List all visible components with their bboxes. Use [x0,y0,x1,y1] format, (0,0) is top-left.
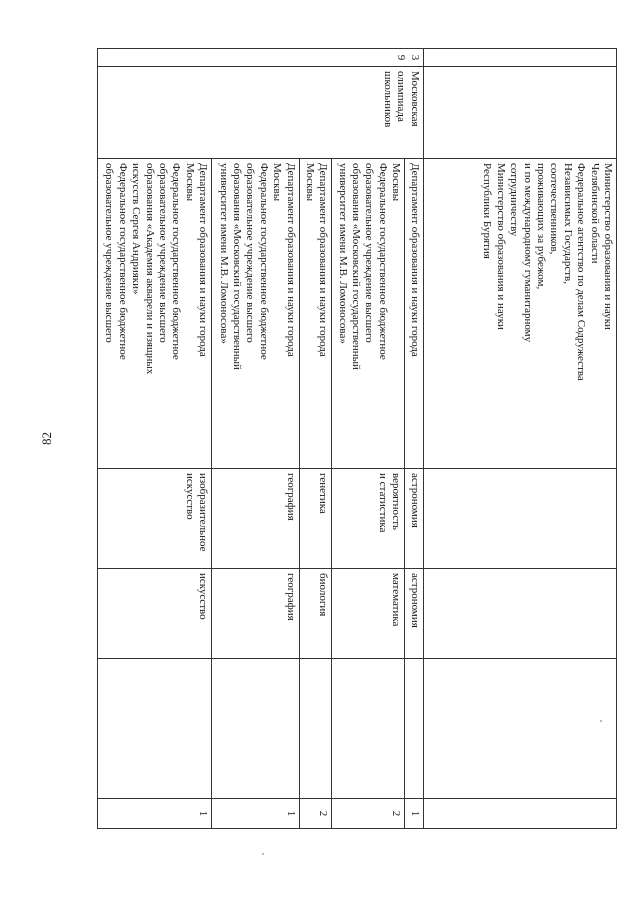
cell-organizers [405,159,424,469]
profile-line: изобразительное [197,473,210,552]
organizer-line: Министерство образования и науки [602,163,614,330]
cell-organizers [98,159,212,469]
cell-subject-empty [423,569,616,659]
organizer-line: Департамент образования и науки города [408,163,421,357]
cell-profile [331,469,404,569]
organizer-line: образовательное учреждение высшего [244,163,257,343]
cell-level: 2 [331,799,404,829]
cell-subject [299,569,331,659]
cell-number-empty [423,49,616,67]
page-number: 82 [39,432,54,445]
profile-line: астрономия [408,473,421,528]
cell-level: 1 [405,799,424,829]
cell-level: 2 [299,799,331,829]
cell-level-empty [423,799,616,829]
organizer-line: университет имени М.В. Ломоносова» [217,163,230,344]
organizer-line: искусств Сергея Андрияки» [130,163,143,295]
cell-profile [212,469,299,569]
organizer-line: образовательное учреждение высшего [156,163,169,343]
table-row [212,49,299,829]
organizer-line: сотрудничеству [508,163,521,237]
organizer-line: Москвы [303,163,316,202]
cell-organizers [331,159,404,469]
table-row [98,49,212,829]
profile-line: искусство [183,473,196,520]
organizer-line: Департамент образования и науки города [197,163,210,357]
cell-organizers [423,159,616,469]
olympiad-table [97,48,617,829]
profile-line: генетика [316,473,329,514]
table-row [405,49,424,829]
organizer-line: проживающих за рубежом, [534,163,547,290]
organizer-line: Республики Бурятия [481,163,494,259]
subject-line: астрономия [408,573,421,628]
cell-subject [405,569,424,659]
cell-extra-empty [212,659,299,799]
organizer-line: и по международному гуманитарному [521,163,534,343]
subject-line: искусство [197,573,210,620]
organizer-line: Челябинской области [588,163,601,264]
cell-subject [98,569,212,659]
cell-extra-empty [423,659,616,799]
cell-profile [299,469,331,569]
cell-profile [405,469,424,569]
profile-line: география [284,473,297,521]
organizer-line: Федеральное государственное бюджетное [257,163,270,360]
organizer-line: соотечественников, [548,163,561,255]
olympiad-name-line: олимпиада [395,71,408,122]
subject-line: география [284,573,297,621]
organizer-line: Москвы [390,163,403,202]
scan-speck [600,720,602,722]
organizer-line: образовательное учреждение высшего [363,163,376,343]
organizer-line: Департамент образования и науки города [284,163,297,357]
organizer-line: Москвы [183,163,196,202]
profile-line: вероятность [390,473,403,531]
organizer-line: образования «Московский государственный [349,163,362,370]
organizer-line: университет имени М.В. Ломоносова» [336,163,349,344]
cell-extra-empty [299,659,331,799]
cell-level: 1 [212,799,299,829]
organizer-line: образования «Московский государственный [230,163,243,370]
organizer-line: образования «Академия акварели и изящных [143,163,156,375]
olympiad-name-line: школьников [382,71,395,128]
cell-extra-empty [405,659,424,799]
scan-speck [262,853,264,855]
organizer-line: Федеральное государственное бюджетное [116,163,129,360]
cell-profile-empty [423,469,616,569]
subject-line: биология [316,573,329,617]
cell-subject [331,569,404,659]
organizer-line: Федеральное государственное бюджетное [376,163,389,360]
cell-level: 1 [98,799,212,829]
olympiad-name-line: Московская [408,71,421,127]
table-row [299,49,331,829]
organizer-line: Департамент образования и науки города [316,163,329,357]
cell-profile [98,469,212,569]
organizer-line: Независимых Государств, [561,163,574,284]
organizer-line: Федеральное государственное бюджетное [170,163,183,360]
organizer-line: Министерство образования и науки [494,163,507,330]
cell-extra-empty [98,659,212,799]
cell-organizers [212,159,299,469]
table-row [331,49,404,829]
cell-olympiad-name [98,67,424,159]
cell-entry-number: 39 [98,49,424,67]
olympiad-table-rotated [97,48,617,828]
organizer-line: Москвы [271,163,284,202]
table-row-continuation [423,49,616,829]
cell-subject [212,569,299,659]
organizer-line: образовательное учреждение высшего [103,163,116,343]
cell-organizers [299,159,331,469]
profile-line: и статистика [376,473,389,533]
cell-extra-empty [331,659,404,799]
cell-name-empty [423,67,616,159]
subject-line: математика [390,573,403,627]
organizer-line: Федеральное агентство по делам Содружества [575,163,588,381]
